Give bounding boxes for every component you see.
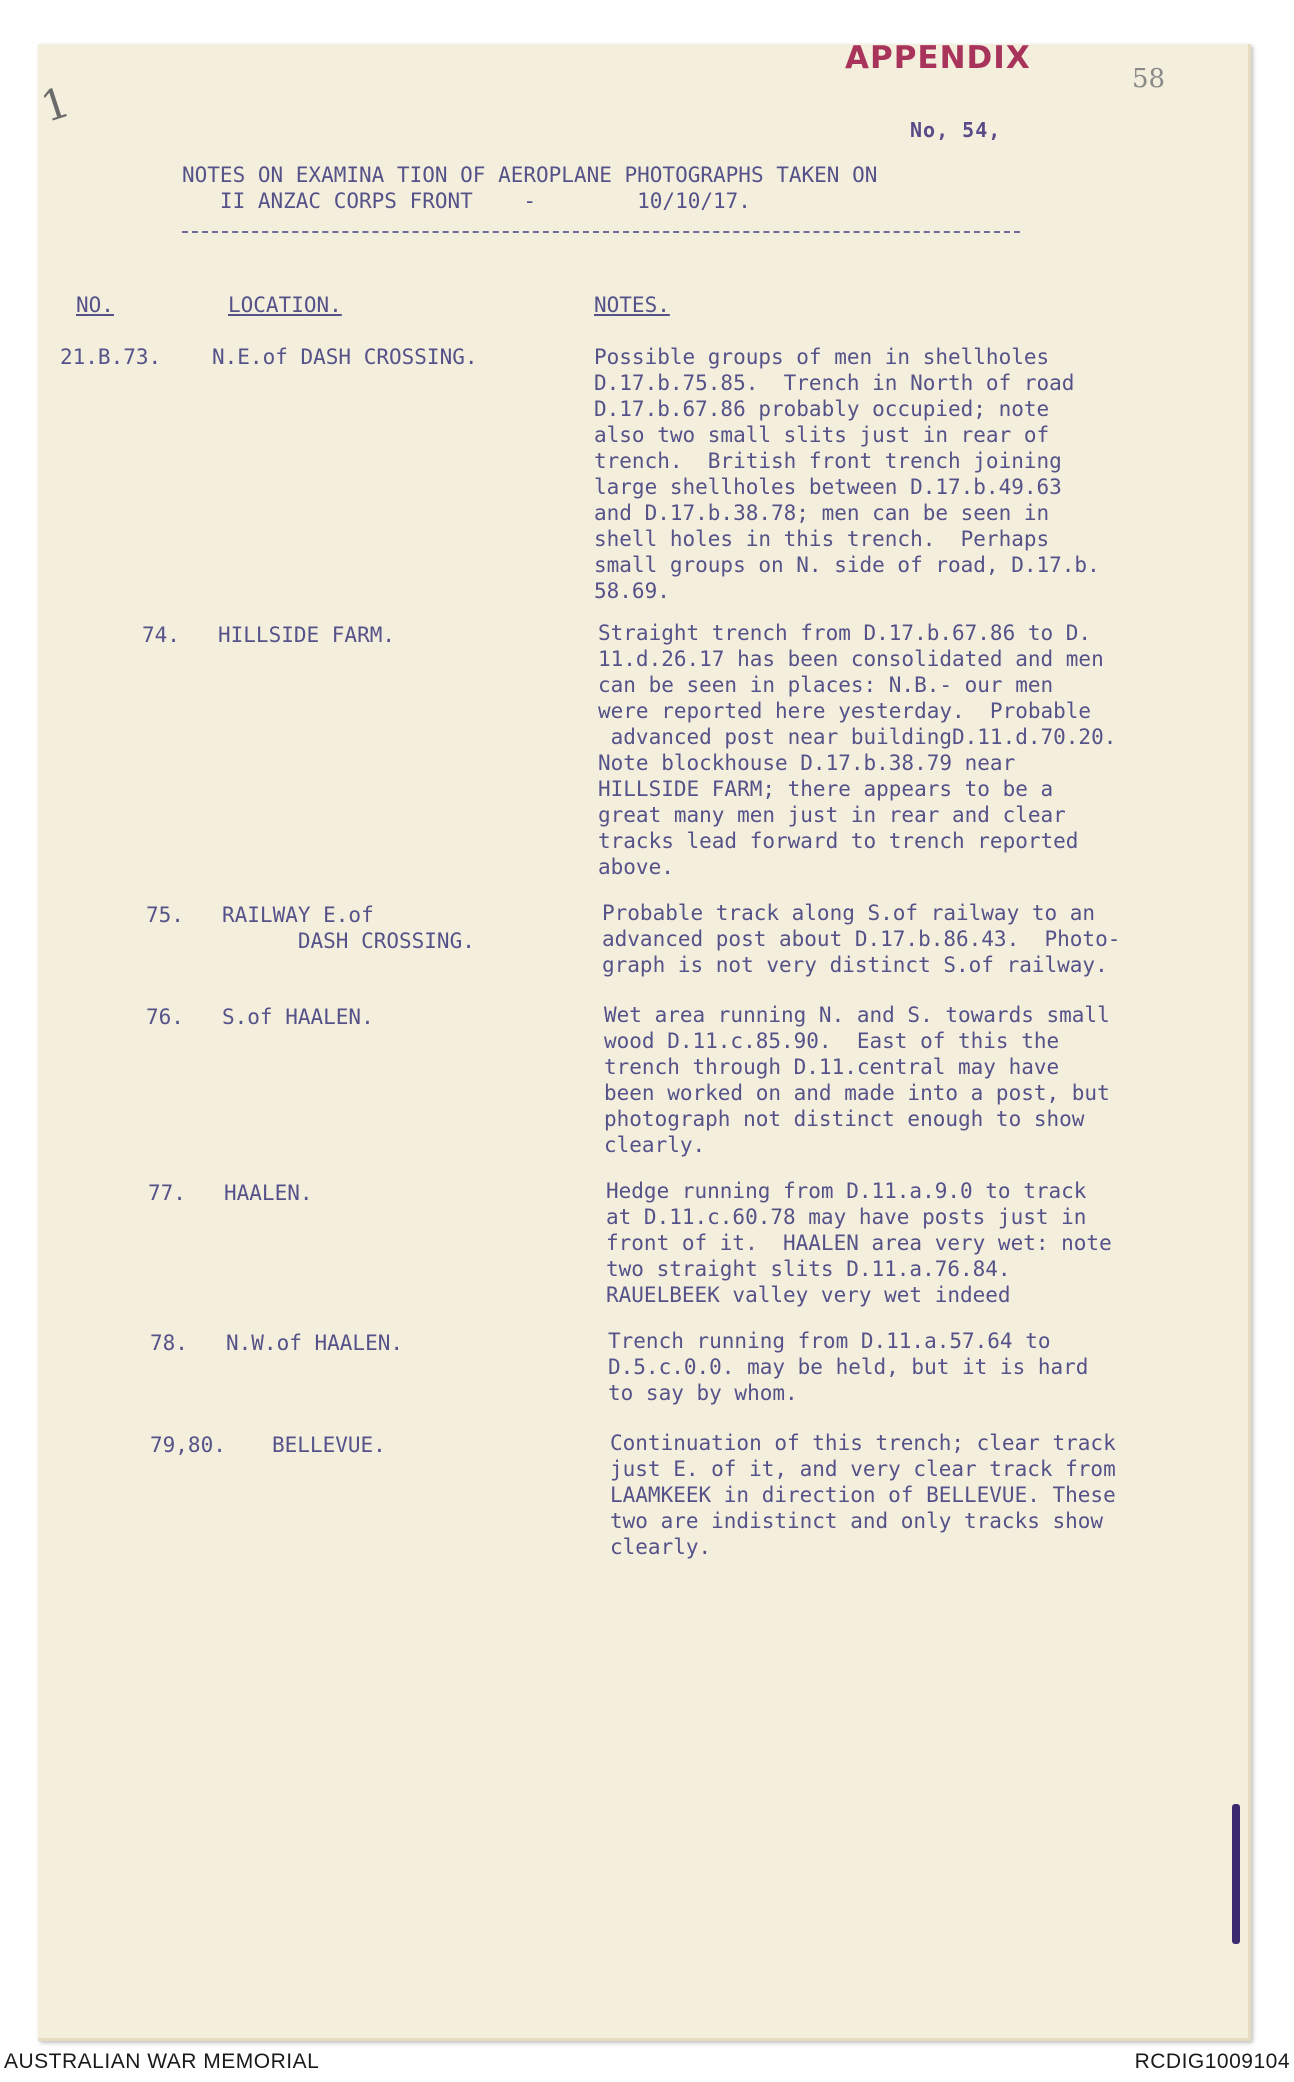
entry-notes: Wet area running N. and S. towards small wood D.11.c.85.90. East of this the trench through D.11.central may have been worked on and made into a post, but photograph not distinct enough to show clearly. [604, 1003, 1110, 1157]
footer-source: AUSTRALIAN WAR MEMORIAL [4, 2050, 320, 2073]
page-number: 58 [1132, 64, 1166, 94]
appendix-stamp: APPENDIX [845, 40, 1031, 76]
document-title [182, 162, 877, 214]
entry-notes: Possible groups of men in shellholes D.17.b.75.85. Trench in North of road D.17.b.67.86 probably occupied; note also two small slits just in rear of trench. British front trench joining large shellholes between D.17.b.49.63 and D.17.b.38.78; men can be seen in shell holes in this trench. Perhaps small groups on N. side of road, D.17.b. 58.69. [594, 345, 1100, 603]
entry-number: 77. [148, 1181, 186, 1205]
entry-number: 79,80. [150, 1433, 226, 1457]
entry-number: 78. [150, 1331, 188, 1355]
entry-notes: Trench running from D.11.a.57.64 to D.5.c.0.0. may be held, but it is hard to say by whom. [608, 1329, 1089, 1405]
footer-id: RCDIG1009104 [1134, 2050, 1290, 2073]
entry-number: 74. [142, 623, 180, 647]
entry-notes: Hedge running from D.11.a.9.0 to track at D.11.c.60.78 may have posts just in front of it. HAALEN area very wet: note two straight slits D.11.a.76.84. RAUELBEEK valley very wet indeed [606, 1179, 1112, 1307]
entry-location: RAILWAY E.of DASH CROSSING. [222, 903, 475, 953]
entry-number: 21.B.73. [60, 345, 162, 369]
entry-location: HAALEN. [224, 1181, 313, 1205]
entry-location: HILLSIDE FARM. [218, 623, 396, 647]
entry-number: 76. [146, 1005, 184, 1029]
title-line-2: II ANZAC CORPS FRONT - 10/10/17. [182, 189, 751, 213]
entry-number: 75. [146, 903, 184, 927]
entry-notes: Probable track along S.of railway to an advanced post about D.17.b.86.43. Photo- graph is not very distinct S.of railway. [602, 901, 1121, 977]
column-header-no: NO. [76, 293, 114, 317]
entry-notes: Continuation of this trench; clear track just E. of it, and very clear track from LAAMKEEK in direction of BELLEVUE. These two are indistinct and only tracks show clearly. [610, 1431, 1116, 1559]
title-line-1: NOTES ON EXAMINA TION OF AEROPLANE PHOTOGRAPHS TAKEN ON [182, 163, 878, 187]
binding-edge [1232, 1804, 1240, 1944]
column-header-location: LOCATION. [228, 293, 342, 317]
entry-location: N.W.of HAALEN. [226, 1331, 404, 1355]
entry-location: N.E.of DASH CROSSING. [212, 345, 478, 369]
entry-location: BELLEVUE. [272, 1433, 386, 1457]
corner-mark: 1 [35, 77, 76, 132]
column-header-notes: NOTES. [594, 293, 670, 317]
entry-location: S.of HAALEN. [222, 1005, 374, 1029]
appendix-number-stamp: No, 54, [910, 118, 1002, 142]
entry-notes: Straight trench from D.17.b.67.86 to D. 11.d.26.17 has been consolidated and men can be seen in places: N.B.- our men were reported here yesterday. Probable advanced post near buildingD.11.d.70.20. Note blockhouse D.17.b.38.79 near HILLSIDE FARM; there appears to be a great many men just in rear and clear tracks lead forward to trench reported above. [598, 621, 1117, 879]
title-divider [182, 231, 1020, 233]
